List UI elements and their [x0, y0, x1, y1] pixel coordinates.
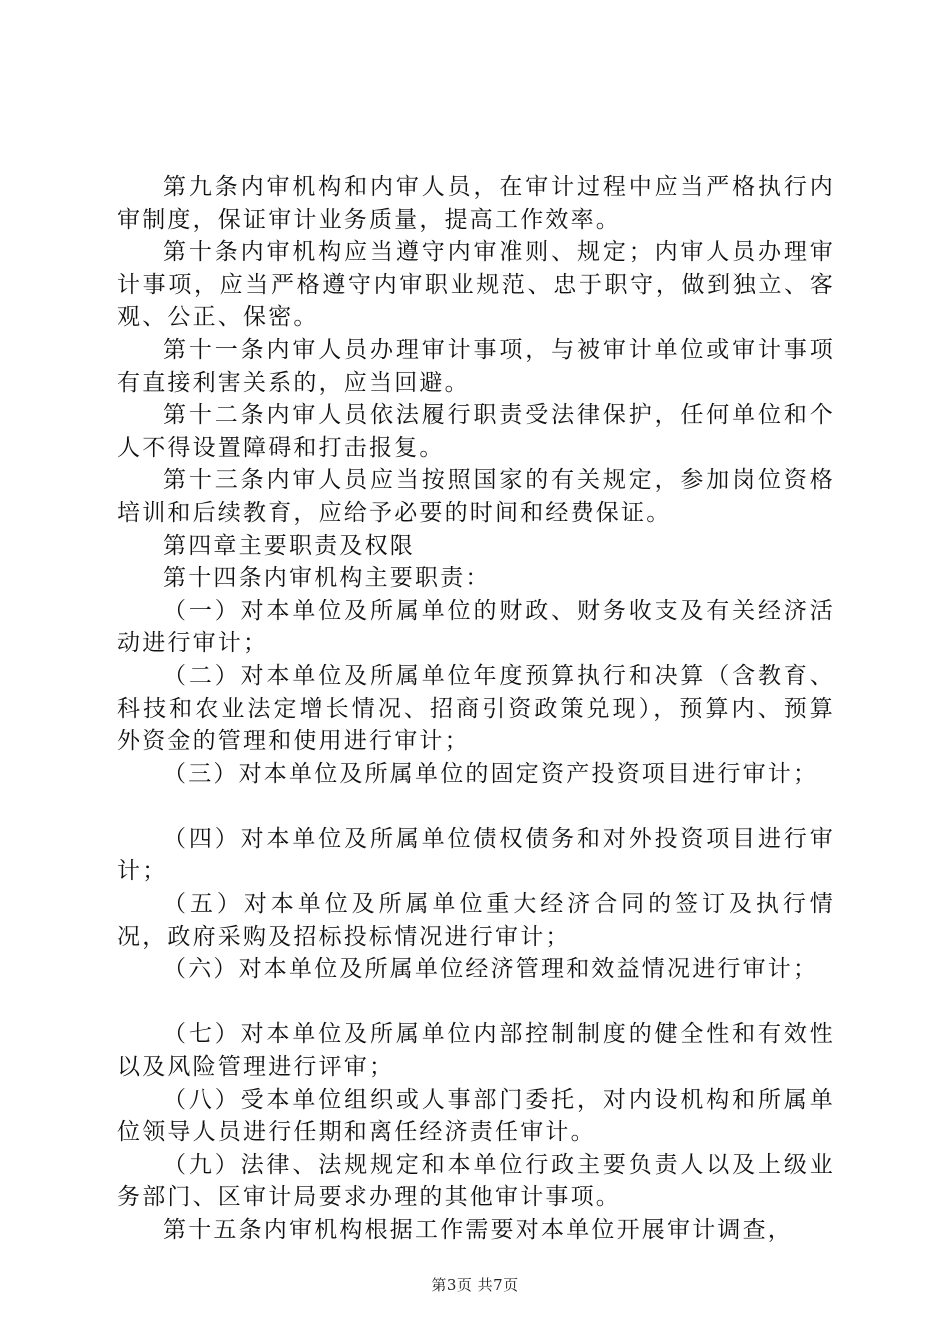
paragraph-article-15: 第十五条内审机构根据工作需要对本单位开展审计调查， [163, 1217, 793, 1243]
paragraph-article-14: 第十四条内审机构主要职责： [163, 565, 491, 592]
list-item-3: （三）对本单位及所属单位的固定资产投资项目进行审计； [163, 760, 819, 787]
paragraph-article-9: 第九条内审机构和内审人员，在审计过程中应当严格执行内审制度，保证审计业务质量，提高工作效率。 [117, 174, 835, 233]
list-item-1: （一）对本单位及所属单位的财政、财务收支及有关经济活动进行审计； [117, 597, 835, 657]
chapter-4-heading: 第四章主要职责及权限 [163, 532, 415, 559]
paragraph-article-10: 第十条内审机构应当遵守内审准则、规定；内审人员办理审计事项，应当严格遵守内审职业规范、忠于职守，做到独立、客观、公正、保密。 [117, 239, 835, 331]
list-item-5: （五）对本单位及所属单位重大经济合同的签订及执行情况，政府采购及招标投标情况进行审计； [117, 891, 835, 950]
document-body [117, 171, 835, 1247]
list-item-7: （七）对本单位及所属单位内部控制制度的健全性和有效性以及风险管理进行评审； [117, 1021, 835, 1081]
list-item-2: （二）对本单位及所属单位年度预算执行和决算（含教育、科技和农业法定增长情况、招商引资政策兑现），预算内、预算外资金的管理和使用进行审计； [117, 662, 835, 755]
list-item-9: （九）法律、法规规定和本单位行政主要负责人以及上级业务部门、区审计局要求办理的其他审计事项。 [117, 1151, 835, 1211]
list-item-4: （四）对本单位及所属单位债权债务和对外投资项目进行审计； [117, 825, 835, 885]
paragraph-article-13: 第十三条内审人员应当按照国家的有关规定，参加岗位资格培训和后续教育，应给予必要的时间和经费保证。 [117, 467, 835, 526]
page-number-footer: 第3页 共7页 [431, 1276, 519, 1294]
list-item-6: （六）对本单位及所属单位经济管理和效益情况进行审计； [163, 956, 819, 983]
list-item-8: （八）受本单位组织或人事部门委托，对内设机构和所属单位领导人员进行任期和离任经济责任审计。 [117, 1086, 835, 1146]
paragraph-article-11: 第十一条内审人员办理审计事项，与被审计单位或审计事项有直接利害关系的，应当回避。 [117, 336, 835, 396]
paragraph-article-12: 第十二条内审人员依法履行职责受法律保护，任何单位和个人不得设置障碍和打击报复。 [117, 402, 835, 461]
